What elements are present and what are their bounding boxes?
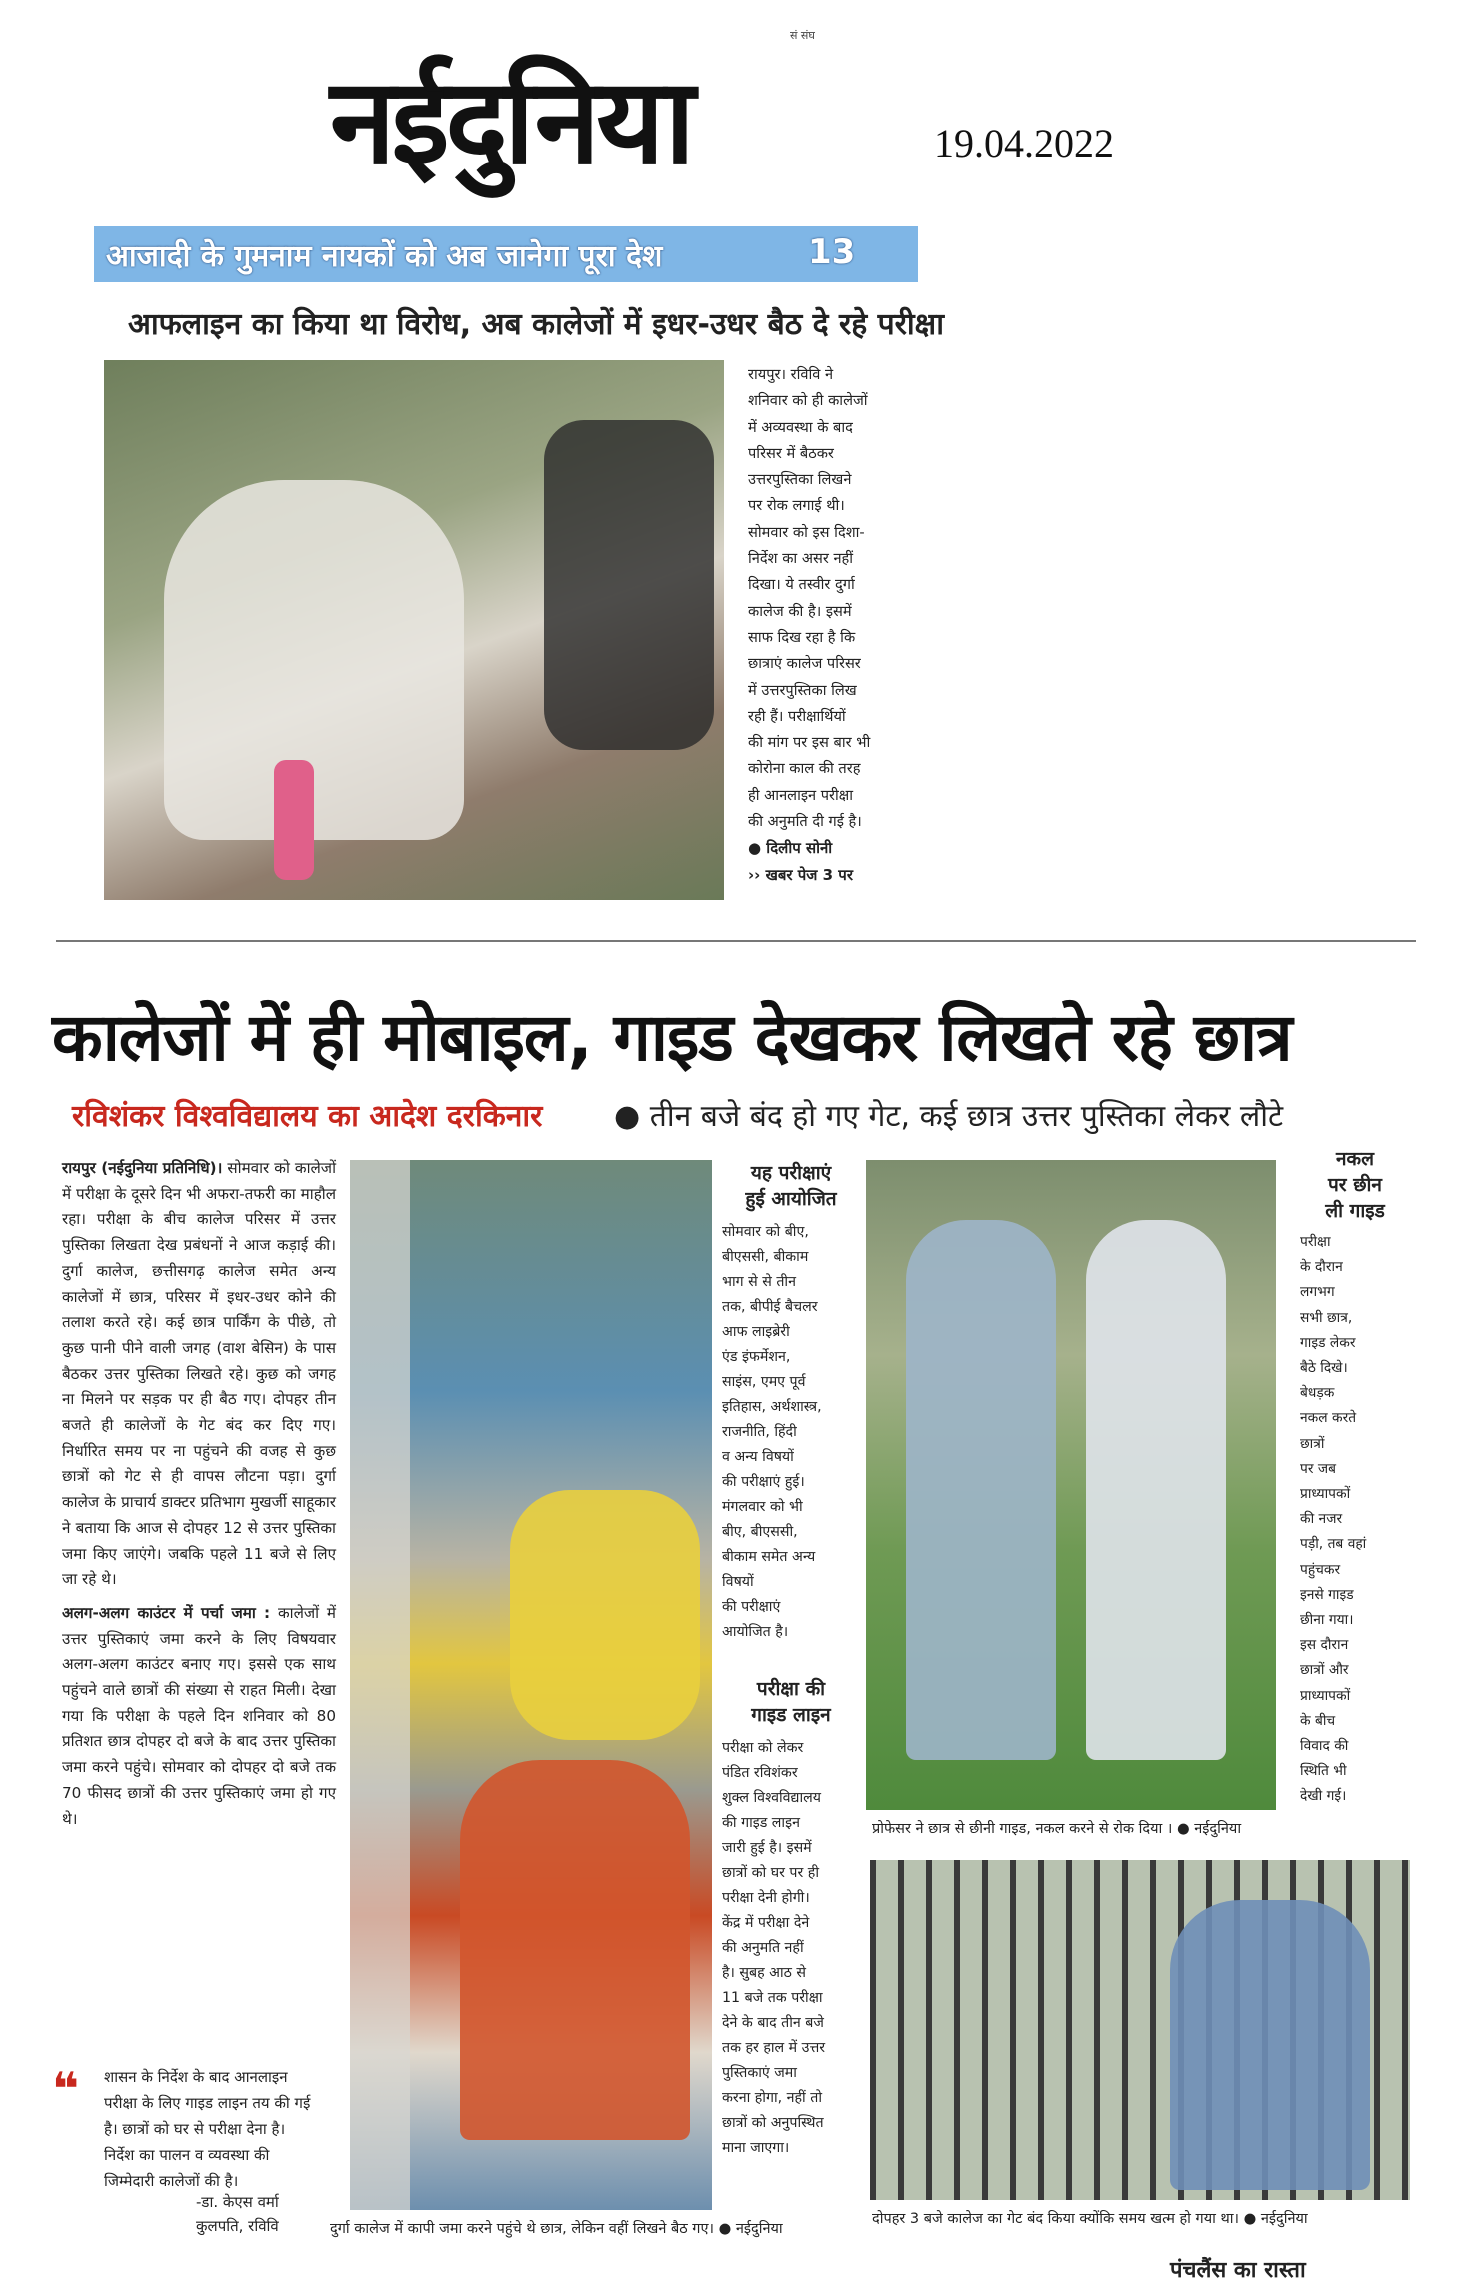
photo-caption-right-bottom: दोपहर 3 बजे कालेज का गेट बंद किया क्योंकि समय खत्म हो गया था। ● नईदुनिया bbox=[872, 2211, 1308, 2227]
box-line: गाइड लेकर bbox=[1300, 1334, 1356, 1351]
top-story-headline: आफलाइन का किया था विरोध, अब कालेजों में इधर-उधर बैठ दे रहे परीक्षा bbox=[128, 307, 944, 342]
masthead-tag: सं संघ bbox=[790, 29, 815, 42]
top-band-text: आजादी के गुमनाम नायकों को अब जानेगा पूरा देश bbox=[106, 239, 663, 274]
box-line: के दौरान bbox=[1300, 1259, 1343, 1276]
column-line: रही हैं। परीक्षार्थियों bbox=[748, 707, 846, 725]
photo-student bbox=[906, 1220, 1056, 1760]
photo-yellow-dress bbox=[510, 1490, 700, 1740]
vc-quote bbox=[58, 2064, 318, 2194]
photo-saree bbox=[460, 1760, 690, 2140]
box-line: इस दौरान bbox=[1300, 1637, 1349, 1654]
photo-professor bbox=[1086, 1220, 1226, 1760]
column-line: में उत्तरपुस्तिका लिख bbox=[748, 681, 857, 699]
top-story-photo bbox=[104, 360, 724, 900]
box-guideline-heading-1: परीक्षा की bbox=[756, 1678, 826, 1700]
column-line: पर रोक लगाई थी। bbox=[748, 497, 845, 515]
box-line: आयोजित है। bbox=[722, 1624, 789, 1640]
box-line: छात्रों को अनुपस्थित bbox=[722, 2115, 824, 2131]
sub-headline: ● तीन बजे बंद हो गए गेट, कई छात्र उत्तर पुस्तिका लेकर लौटे bbox=[614, 1099, 1284, 1134]
box-line: सोमवार को बीए, bbox=[722, 1224, 809, 1240]
box-exams-heading-2: हुई आयोजित bbox=[745, 1188, 837, 1210]
box-guideline-body bbox=[722, 1736, 860, 2161]
column-line: में अव्यवस्था के बाद bbox=[748, 418, 853, 436]
box-line: मंगलवार को भी bbox=[722, 1499, 803, 1515]
box-line: साइंस, एमए पूर्व bbox=[722, 1374, 806, 1390]
box-guideline-heading-2: गाइड लाइन bbox=[751, 1704, 831, 1726]
column-line: ही आनलाइन परीक्षा bbox=[748, 786, 854, 804]
top-band-page: 13 bbox=[808, 232, 856, 272]
box-line: पड़ी, तब वहां bbox=[1300, 1536, 1367, 1553]
column-line: साफ दिख रहा है कि bbox=[748, 628, 856, 646]
box-line: छात्रों को घर पर ही bbox=[722, 1865, 819, 1881]
box-line: बेधड़क bbox=[1300, 1385, 1335, 1402]
photo-credit: ● दिलीप सोनी bbox=[748, 839, 833, 858]
box-line: सभी छात्र, bbox=[1300, 1309, 1353, 1326]
quote-author-role: कुलपति, रविवि bbox=[196, 2217, 279, 2235]
sub-headline-red: रविशंकर विश्वविद्यालय का आदेश दरकिनार bbox=[72, 1099, 543, 1134]
box-copying-heading-2: पर छीन bbox=[1328, 1174, 1382, 1196]
box-line: केंद्र में परीक्षा देने bbox=[722, 1915, 810, 1931]
photo-figure bbox=[164, 480, 464, 840]
box-line: इतिहास, अर्थशास्त्र, bbox=[722, 1399, 822, 1415]
box-guideline bbox=[722, 1676, 860, 2161]
quote-author bbox=[196, 2190, 279, 2238]
column-line: शनिवार को ही कालेजों bbox=[748, 392, 868, 410]
box-copying bbox=[1300, 1146, 1410, 1810]
box-exams bbox=[722, 1160, 860, 1645]
box-line: लगभग bbox=[1300, 1284, 1335, 1301]
box-line: पर जब bbox=[1300, 1460, 1336, 1477]
dateline: रायपुर (नईदुनिया प्रतिनिधि)। bbox=[62, 1159, 223, 1177]
box-line: जारी हुई है। इसमें bbox=[722, 1840, 812, 1856]
box-line: बीकाम समेत अन्य bbox=[722, 1549, 816, 1565]
box-line: छात्रों bbox=[1300, 1435, 1325, 1452]
column-line: निर्देश का असर नहीं bbox=[748, 550, 854, 568]
box-line: प्राध्यापकों bbox=[1300, 1687, 1351, 1704]
photo-caption-right-top: प्रोफेसर ने छात्र से छीनी गाइड, नकल करने से रोक दिया । ● नईदुनिया bbox=[872, 1821, 1242, 1837]
photo-guard bbox=[1170, 1900, 1370, 2190]
top-band bbox=[94, 226, 918, 282]
box-line: बैठे दिखे। bbox=[1300, 1360, 1348, 1377]
column-line: सोमवार को इस दिशा- bbox=[748, 523, 865, 541]
photo-bottle bbox=[274, 760, 314, 880]
box-line: की अनुमति नहीं bbox=[722, 1940, 804, 1956]
box-line: बीए, बीएससी, bbox=[722, 1524, 798, 1540]
body-text: सोमवार को कालेजों में परीक्षा के दूसरे दिन भी अफरा-तफरी का माहौल रहा। परीक्षा के बीच कालेज परिसर में उत्तर पुस्तिका लिखता देख प्रबंधनों ने आज कड़ाई की। दुर्गा कालेज, छत्तीसगढ़ कालेज समेत अन्य कालेजों में छात्र, परिसर में इधर-उधर कोने की तलाश करते रहे। कई छात्र पार्किंग के पीछे, तो कुछ पानी पीने वाली जगह (वाश बेसिन) के पास बैठकर उत्तर पुस्तिका लिखते रहे। कुछ को जगह ना मिलने पर सड़क पर ही बैठ गए। दोपहर तीन बजते ही कालेजों के गेट बंद कर दिए गए। निर्धारित समय पर ना पहुंचने की वजह से कुछ छात्रों को गेट से ही वापस लौटना पड़ा। दुर्गा कालेज के प्राचार्य डाक्टर प्रतिभाग मुखर्जी साहूकार ने बताया कि आज से दोपहर 12 से उत्तर पुस्तिका जमा किए जाएंगे। जबकि पहले 11 बजे से लिए जा रहे थे। bbox=[62, 1159, 336, 1589]
box-line: तक, बीपीई बैचलर bbox=[722, 1299, 818, 1315]
box-line: परीक्षा देनी होगी। bbox=[722, 1890, 810, 1906]
box-line: करना होगा, नहीं तो bbox=[722, 2090, 823, 2106]
box-line: की परीक्षाएं bbox=[722, 1599, 781, 1615]
column-line: दिखा। ये तस्वीर दुर्गा bbox=[748, 576, 855, 594]
section-divider bbox=[56, 940, 1416, 942]
photo-caption-left: दुर्गा कालेज में कापी जमा करने पहुंचे थे छात्र, लेकिन वहीं लिखने बैठ गए। ● नईदुनिया bbox=[330, 2221, 783, 2237]
box-line: की गाइड लाइन bbox=[722, 1815, 800, 1831]
sub-section-heading: अलग-अलग काउंटर में पर्चा जमा : bbox=[62, 1603, 271, 1622]
continue-link[interactable]: ›› खबर पेज 3 पर bbox=[748, 865, 853, 884]
box-line: तक हर हाल में उत्तर bbox=[722, 2040, 826, 2056]
column-line: छात्राएं कालेज परिसर bbox=[748, 655, 861, 673]
box-line: के बीच bbox=[1300, 1712, 1336, 1729]
quote-icon: ❝ bbox=[52, 2062, 79, 2116]
professor-photo bbox=[866, 1160, 1276, 1810]
sub-section-text: कालेजों में उत्तर पुस्तिकाएं जमा करने के लिए विषयवार अलग-अलग काउंटर बनाए गए। इससे एक साथ पहुंचने वाले छात्रों की संख्या से राहत मिली। देखा गया कि परीक्षा के पहले दिन शनिवार को 80 प्रतिशत छात्र दोपहर दो बजे के बाद उत्तर पुस्तिका जमा करने पहुंचे। सोमवार को दोपहर दो बजे तक 70 फीसद छात्रों की उत्तर पुस्तिकाएं जमा हो गए थे। bbox=[62, 1603, 337, 1828]
box-copying-body bbox=[1300, 1230, 1410, 1810]
box-line: छात्रों और bbox=[1300, 1662, 1349, 1679]
quote-text: शासन के निर्देश के बाद आनलाइन परीक्षा के लिए गाइड लाइन तय की गई है। छात्रों को घर से परीक्षा देना है। निर्देश का पालन व व्यवस्था की जिम्मेदारी कालेजों की है। bbox=[104, 2068, 311, 2190]
column-line: कोरोना काल की तरह bbox=[748, 760, 861, 778]
box-copying-heading-1: नकल bbox=[1335, 1148, 1375, 1170]
main-body bbox=[62, 1156, 336, 1832]
box-line: पहुंचकर bbox=[1300, 1561, 1341, 1578]
column-line: कालेज की है। इसमें bbox=[748, 602, 852, 620]
box-copying-heading-3: ली गाइड bbox=[1325, 1200, 1385, 1222]
box-line: इनसे गाइड bbox=[1300, 1586, 1354, 1603]
box-line: परीक्षा bbox=[1300, 1234, 1331, 1250]
box-line: पंडित रविशंकर bbox=[722, 1765, 798, 1781]
box-exams-body bbox=[722, 1220, 860, 1645]
box-line: प्राध्यापकों bbox=[1300, 1486, 1351, 1503]
top-story-column bbox=[748, 362, 924, 888]
box-line: छीना गया। bbox=[1300, 1612, 1354, 1629]
column-line: रायपुर। रविवि ने bbox=[748, 366, 834, 383]
box-line: राजनीति, हिंदी bbox=[722, 1424, 797, 1440]
box-line: माना जाएगा। bbox=[722, 2140, 790, 2156]
box-line: 11 बजे तक परीक्षा bbox=[722, 1990, 823, 2006]
box-line: भाग से से तीन bbox=[722, 1274, 796, 1290]
column-line: उत्तरपुस्तिका लिखने bbox=[748, 471, 852, 489]
next-story-snippet: पंचलैंस का रास्ता bbox=[1170, 2258, 1306, 2283]
photo-bike bbox=[544, 420, 714, 750]
photo-wall bbox=[350, 1160, 410, 2210]
column-line: की अनुमति दी गई है। bbox=[748, 813, 862, 831]
box-line: की नजर bbox=[1300, 1511, 1343, 1528]
box-line: परीक्षा को लेकर bbox=[722, 1740, 804, 1756]
box-line: एंड इंफर्मेशन, bbox=[722, 1349, 791, 1365]
quote-author-name: -डा. केएस वर्मा bbox=[196, 2193, 279, 2211]
box-line: देने के बाद तीन बजे bbox=[722, 2015, 824, 2031]
column-line: की मांग पर इस बार भी bbox=[748, 734, 871, 752]
box-line: विवाद की bbox=[1300, 1738, 1349, 1755]
box-line: की परीक्षाएं हुई। bbox=[722, 1474, 805, 1490]
box-line: नकल करते bbox=[1300, 1410, 1357, 1427]
box-line: पुस्तिकाएं जमा bbox=[722, 2065, 797, 2081]
box-line: बीएससी, बीकाम bbox=[722, 1249, 809, 1265]
students-photo bbox=[350, 1160, 712, 2210]
box-line: है। सुबह आठ से bbox=[722, 1965, 806, 1981]
box-line: आफ लाइब्रेरी bbox=[722, 1324, 790, 1340]
box-line: व अन्य विषयों bbox=[722, 1449, 794, 1465]
date: 19.04.2022 bbox=[934, 121, 1114, 166]
gate-photo bbox=[870, 1860, 1410, 2200]
column-line: परिसर में बैठकर bbox=[748, 444, 834, 462]
masthead-title: नईदुनिया bbox=[330, 51, 692, 190]
main-headline: कालेजों में ही मोबाइल, गाइड देखकर लिखते रहे छात्र bbox=[52, 999, 1292, 1076]
box-line: देखी गई। bbox=[1300, 1788, 1347, 1805]
box-exams-heading-1: यह परीक्षाएं bbox=[750, 1162, 832, 1184]
box-line: विषयों bbox=[722, 1574, 754, 1590]
box-line: स्थिति भी bbox=[1300, 1763, 1347, 1780]
box-line: शुक्ल विश्वविद्यालय bbox=[722, 1790, 822, 1806]
